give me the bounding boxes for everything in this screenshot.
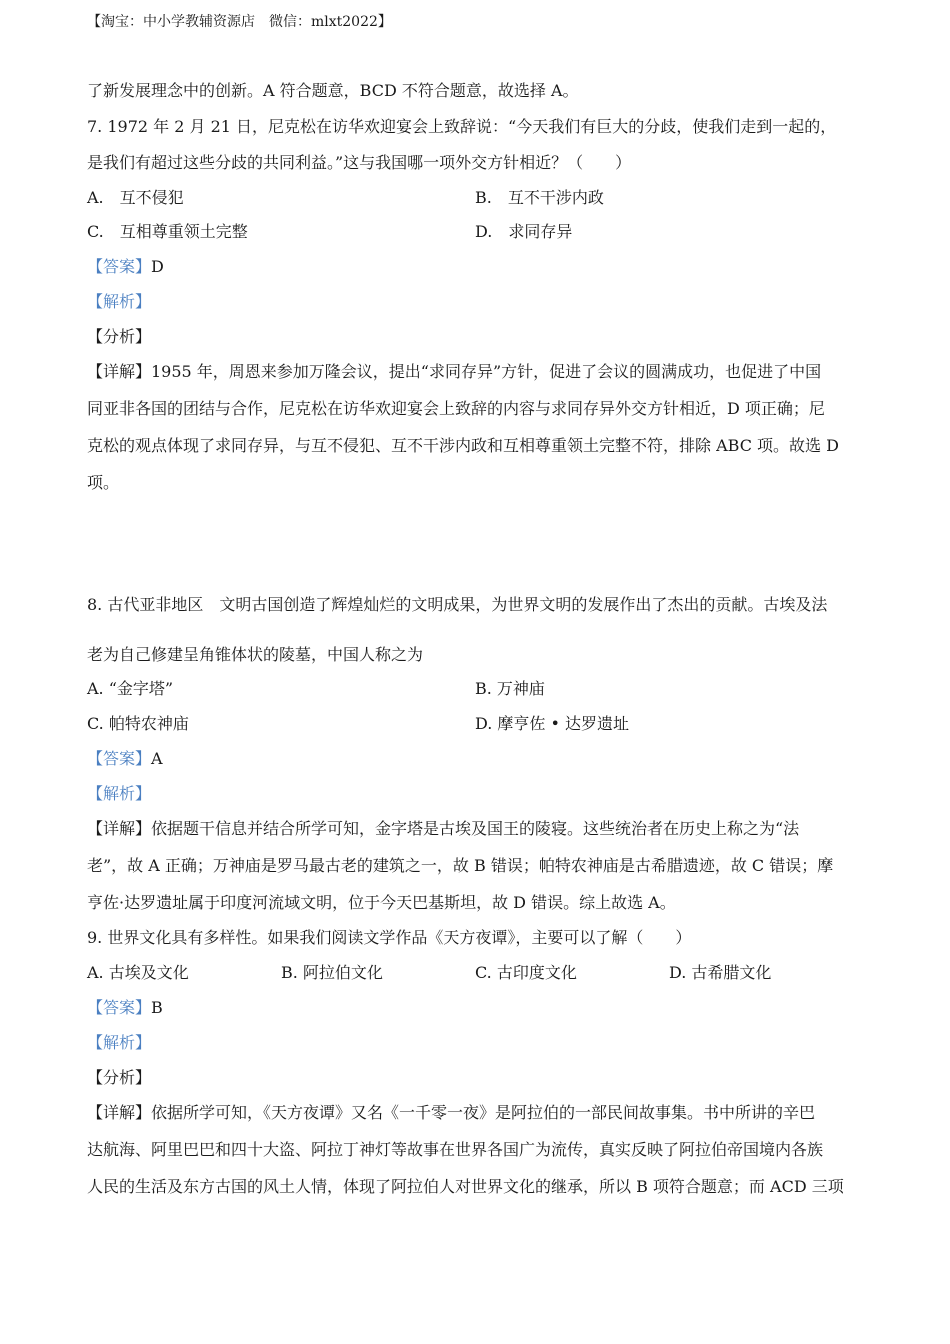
q7-option-b: B. 互不干涉内政 [475, 188, 604, 207]
q8-answer-value: A [151, 749, 163, 768]
q7-detail-line-3: 克松的观点体现了求同存异，与互不侵犯、互不干涉内政和互相尊重领土完整不符，排除 ABC 项。故选 D [87, 436, 839, 455]
q7-detail-line-1: 【详解】1955 年，周恩来参加万隆会议，提出“求同存异”方针，促进了会议的圆满成功，也促进了中国 [87, 362, 822, 381]
q8-stem-line-1: 8. 古代亚非地区 文明古国创造了辉煌灿烂的文明成果，为世界文明的发展作出了杰出的贡献。古埃及法 [87, 595, 828, 614]
q8-option-d: D. 摩亨佐 • 达罗遗址 [475, 714, 630, 733]
q7-analysis-label: 【解析】 [87, 292, 152, 311]
q8-stem-line-2: 老为自己修建呈角锥体状的陵墓，中国人称之为 [87, 645, 424, 664]
q9-detail-line-1: 【详解】依据所学可知，《天方夜谭》又名《一千零一夜》是阿拉伯的一部民间故事集。书中所讲的辛巴 [87, 1103, 816, 1122]
q7-detail-line-2: 同亚非各国的团结与合作，尼克松在访华欢迎宴会上致辞的内容与求同存异外交方针相近，D 项正确；尼 [87, 399, 825, 418]
q8-answer-label: 【答案】 [87, 749, 152, 768]
q9-detail-line-3: 人民的生活及东方古国的风土人情，体现了阿拉伯人对世界文化的继承，所以 B 项符合题意；而 ACD 三项 [87, 1177, 844, 1196]
q8-detail-line-3: 亨佐·达罗遗址属于印度河流域文明，位于今天巴基斯坦，故 D 错误。综上故选 A。 [87, 893, 676, 912]
q9-detail-line-2: 达航海、阿里巴巴和四十大盗、阿拉丁神灯等故事在世界各国广为流传，真实反映了阿拉伯帝国境内各族 [87, 1140, 824, 1159]
q7-answer-value: D [151, 257, 164, 276]
q8-option-a: A. “金字塔” [87, 679, 174, 698]
q7-option-c: C. 互相尊重领土完整 [87, 222, 248, 241]
q8-option-c: C. 帕特农神庙 [87, 714, 189, 733]
q9-answer-value: B [151, 998, 163, 1017]
q8-detail-line-2: 老”，故 A 正确；万神庙是罗马最古老的建筑之一，故 B 错误；帕特农神庙是古希腊遗迹，故 C 错误；摩 [87, 856, 834, 875]
q9-fenxi-label: 【分析】 [87, 1068, 152, 1087]
q7-option-d: D. 求同存异 [475, 222, 573, 241]
q9-analysis-label: 【解析】 [87, 1033, 152, 1052]
q7-answer-label: 【答案】 [87, 257, 152, 276]
previous-question-tail: 了新发展理念中的创新。A 符合题意，BCD 不符合题意，故选择 A。 [87, 81, 579, 100]
q7-stem-line-2: 是我们有超过这些分歧的共同利益。”这与我国哪一项外交方针相近？（ ） [87, 153, 632, 172]
q9-option-d: D. 古希腊文化 [669, 963, 772, 982]
q7-fenxi-label: 【分析】 [87, 327, 152, 346]
q9-stem-line-1: 9. 世界文化具有多样性。如果我们阅读文学作品《天方夜谭》，主要可以了解（ ） [87, 928, 692, 947]
q7-stem-line-1: 7. 1972 年 2 月 21 日，尼克松在访华欢迎宴会上致辞说：“今天我们有巨大的分歧，使我们走到一起的， [87, 117, 837, 136]
q8-analysis-label: 【解析】 [87, 784, 152, 803]
q9-option-a: A. 古埃及文化 [87, 963, 189, 982]
q8-detail-line-1: 【详解】依据题干信息并结合所学可知，金字塔是古埃及国王的陵寝。这些统治者在历史上称之为“法 [87, 819, 800, 838]
q7-answer [87, 256, 164, 278]
q9-option-b: B. 阿拉伯文化 [281, 963, 383, 982]
q8-option-b: B. 万神庙 [475, 679, 545, 698]
q8-answer [87, 748, 163, 770]
page-header: 【淘宝：中小学教辅资源店 微信：mlxt2022】 [87, 14, 392, 30]
q7-option-a: A. 互不侵犯 [87, 188, 184, 207]
q9-option-c: C. 古印度文化 [475, 963, 577, 982]
q9-answer-label: 【答案】 [87, 998, 152, 1017]
q7-detail-line-4: 项。 [87, 473, 120, 492]
q9-answer [87, 997, 163, 1019]
